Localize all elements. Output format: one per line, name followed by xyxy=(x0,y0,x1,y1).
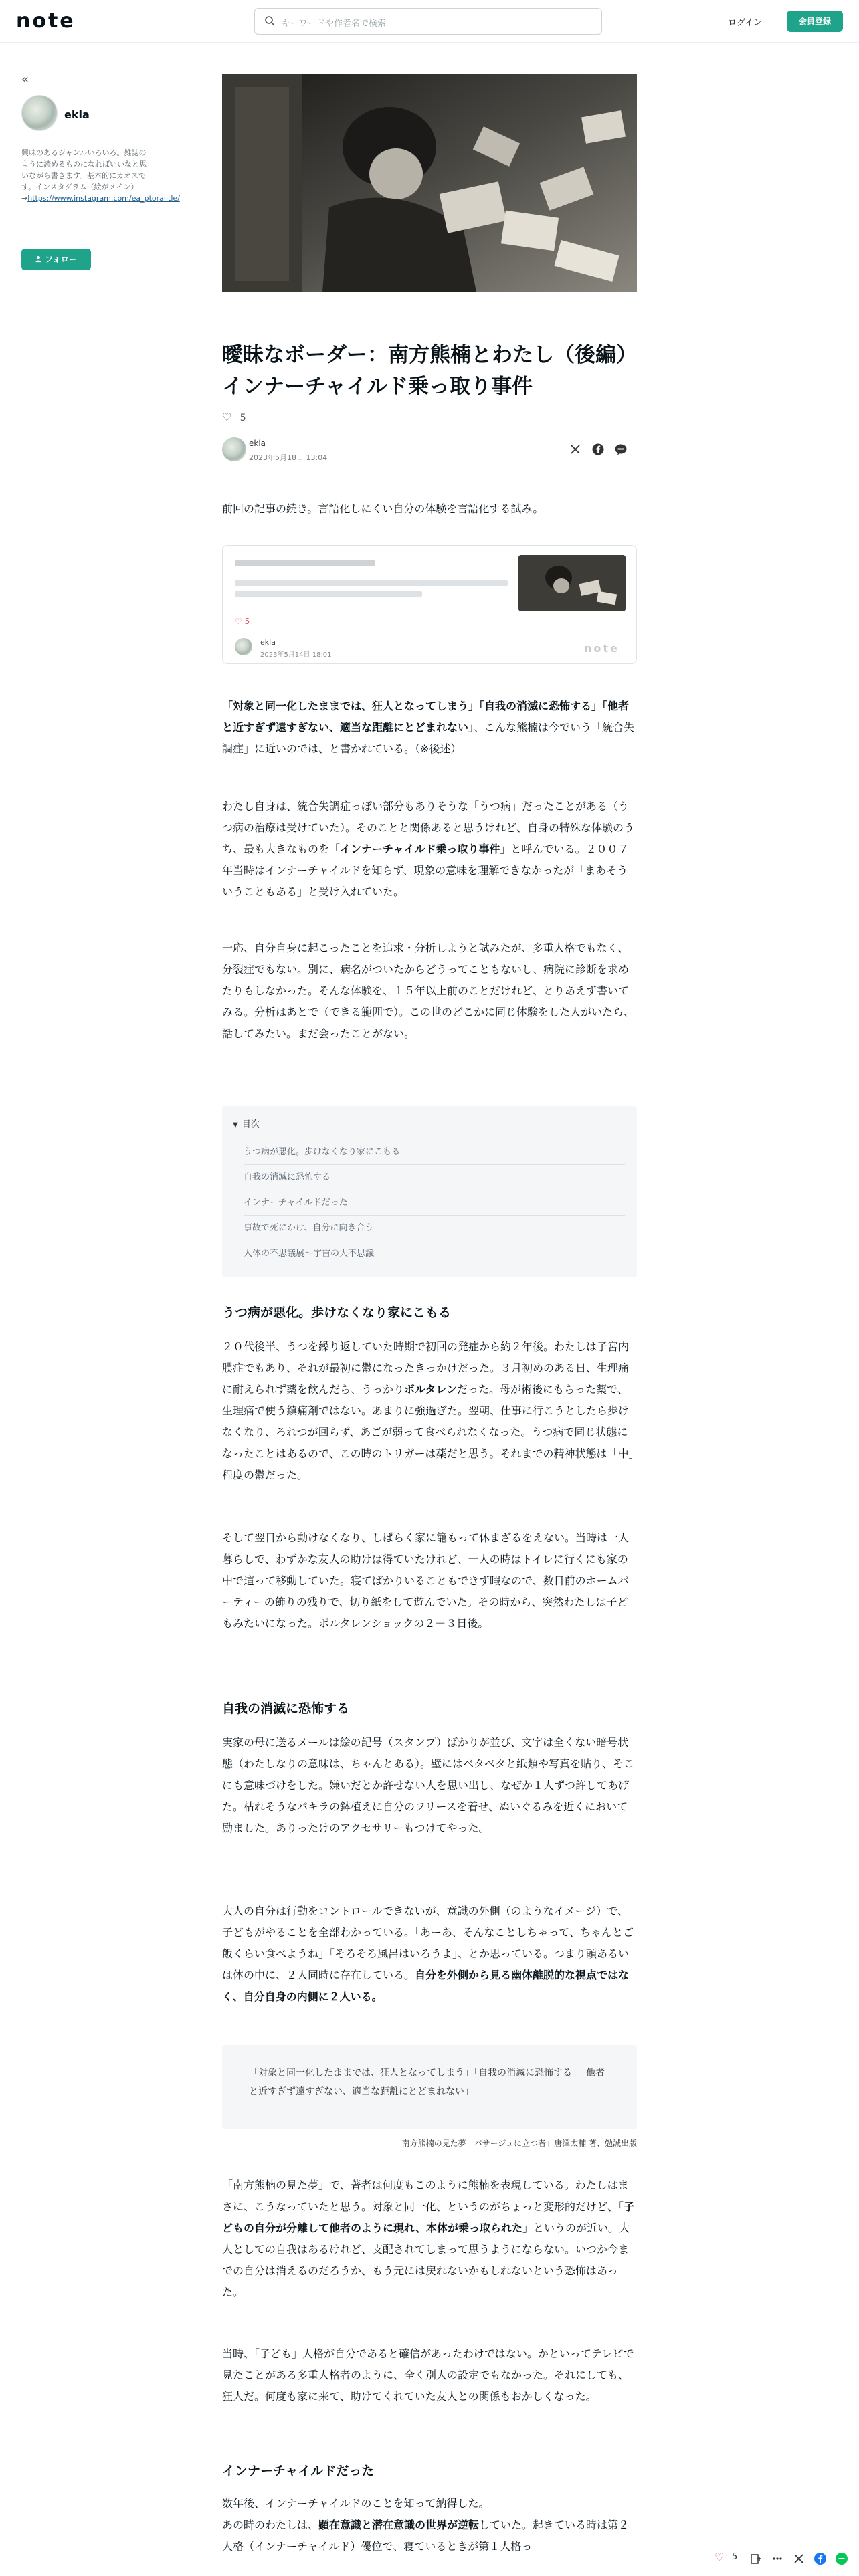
hero-photo-illustration xyxy=(222,74,637,292)
bio-text: 興味のあるジャンルいろいろ。雑誌のように読めるものになればいいなと思いながら書きます。基本的にカオスです。インスタグラム（絵がメイン）→ xyxy=(21,148,147,203)
follow-label: フォロー xyxy=(45,255,77,264)
text: ２０代後半、うつを繰り返していた時期で初回の発症から約２年後。わたしは子宮内膜症でもあり、それが最初に鬱になったきっかけだった。３月初めのある日、生理痛に耐えられず薬を飲んだら、うっかり xyxy=(222,1340,630,1396)
text: 」と呼んでいる。２００７年当時はインナーチャイルドを知らず、現象の意味を理解できなかったが「まあそういうこともある」と受け入れていた。 xyxy=(222,843,629,898)
x-share-icon[interactable] xyxy=(792,2552,805,2565)
section-heading-3: インナーチャイルドだった xyxy=(222,2464,375,2478)
meta-author-avatar[interactable] xyxy=(222,437,246,461)
quote-text: 「対象と同一化したままでは、狂人となってしまう」「自我の消滅に恐怖する」「他者と近すぎず遠すぎない、適当な距離にとどまれない」 xyxy=(249,2068,605,2097)
like-area[interactable] xyxy=(222,411,246,423)
floating-action-bar xyxy=(709,2545,859,2572)
toc-item[interactable]: うつ病が悪化。歩けなくなり家にこもる xyxy=(244,1140,625,1165)
bold-text: 顕在意識と潜在意識の世界が逆転 xyxy=(318,2518,480,2531)
toc-item[interactable]: 自我の消滅に恐怖する xyxy=(244,1165,625,1190)
hero-image xyxy=(222,74,637,292)
embed-like-count: 5 xyxy=(244,617,250,626)
embedded-article-card[interactable] xyxy=(222,545,637,664)
toc-item[interactable]: 事故で死にかけ、自分に向き合う xyxy=(244,1216,625,1241)
embed-heart-icon: ♡ xyxy=(235,617,242,626)
facebook-share-icon[interactable] xyxy=(814,2552,827,2565)
facebook-share-icon[interactable] xyxy=(591,443,605,456)
text: わたし自身は、統合失調症っぽい部分もありそうな「うつ病」だったことがある（うつ病の治療は受けていた）。そのことと関係あると思うけれど、自身の特殊な体験のうち、最も大きなものを「 xyxy=(222,800,635,855)
table-of-contents xyxy=(222,1106,637,1277)
publish-date: 2023年5月18日 13:04 xyxy=(249,453,328,462)
toc-item[interactable]: インナーチャイルドだった xyxy=(244,1190,625,1216)
instagram-link[interactable]: https://www.instagram.com/ea_ptoralitle/ xyxy=(27,194,180,203)
more-icon[interactable] xyxy=(771,2552,784,2565)
embed-like xyxy=(235,617,250,626)
embed-thumbnail-illustration xyxy=(518,555,626,611)
paragraph-3: 一応、自分自身に起こったことを追求・分析しようと試みたが、多重人格でもなく、分裂症でもない。別に、病名がついたからどうってこともないし、病院に診断を求めたりもしなかった。そんな体験を、１５年以上前のことだけれど、とりあえず書いてみる。分析はあとで（できる範囲で）。この世のどこかに同じ体験をした人がいたら、話してみたい。まだ会ったことがない。 xyxy=(222,942,635,1040)
collapse-sidebar-icon[interactable]: « xyxy=(21,72,29,86)
search-placeholder: キーワードや作者名で検索 xyxy=(282,19,387,29)
site-header xyxy=(0,0,859,43)
text: していた。起きている時は第２人格（インナーチャイルド）優位で、寝ているときが第１人格っ xyxy=(222,2518,630,2553)
like-count: 5 xyxy=(240,413,246,423)
magazine-add-icon[interactable] xyxy=(749,2552,763,2565)
article-title xyxy=(222,340,637,402)
text: 大人の自分は行動をコントロールできないが、意識の外側（のようなイメージ）で、子どもがやることを全部わかっている。「あーあ、そんなことしちゃって、ちゃんとご飯くらい食べようね」「そろそろ風呂はいろうよ」、とか思っている。つまり頭あるいは体の中に、２人同時に存在している。 xyxy=(222,1905,634,1981)
bold-text: インナーチャイルド乗っ取り事件 xyxy=(340,843,500,855)
x-share-icon[interactable] xyxy=(569,443,582,456)
floating-like-count: 5 xyxy=(732,2552,738,2562)
paragraph-9: 当時、「子ども」人格が自分であると確信があったわけではない。かといってテレビで見たことがある多重人格者のように、全く別人の設定でもなかった。それにしても、狂人だ。何度も家に来て、助けてくれていた友人との関係もおかしくなった。 xyxy=(222,2347,634,2403)
note-logo[interactable]: note xyxy=(16,9,76,33)
bold-quote: 「対象と同一化したままでは、狂人となってしまう」「自我の消滅に恐怖する」「他者と近すぎず遠すぎない、適当な距離にとどまれない」 xyxy=(222,700,630,734)
embed-date: 2023年5月14日 18:01 xyxy=(260,651,332,659)
bold-text: 子どもの自分が分離して他者のように現れ、本体が乗っ取られた xyxy=(222,2200,635,2234)
paragraph-8 xyxy=(222,2175,637,2303)
quote-citation: 「南方熊楠の見た夢 パサージュに立つ者」唐澤太輔 著、勉誠出版 xyxy=(393,2139,637,2148)
text: あの時のわたしは、 xyxy=(222,2518,319,2531)
toc-toggle[interactable] xyxy=(233,1117,260,1130)
embed-title-placeholder xyxy=(235,560,375,566)
embed-text-line xyxy=(235,591,422,597)
line-share-icon[interactable] xyxy=(614,443,628,456)
bold-text: ボルタレン xyxy=(404,1383,457,1396)
text: 、こんな熊楠は今でいう「統合失調症」に近いのでは、と書かれている。（※後述） xyxy=(222,721,635,755)
paragraph-4 xyxy=(222,1336,637,1486)
text: だった。母が術後にもらった薬で、生理痛で使う鎮痛剤ではない。あまりに強過ぎた。翌朝、仕事に行こうとしたら歩けなくなり、ろれつが回らず、あごが弱って食べられなくなった。うつ病で同じ状態になったことはあるので、この時のトリガーは薬だと思う。それまでの精神状態は「中」程度の鬱だった。 xyxy=(222,1383,634,1481)
author-bio xyxy=(21,147,180,204)
chevron-down-icon: ▼ xyxy=(233,1121,238,1129)
embed-author-name: ekla xyxy=(260,638,276,647)
section-heading-2: 自我の消滅に恐怖する xyxy=(222,1701,350,1716)
like-heart-icon[interactable]: ♡ xyxy=(714,2551,725,2563)
signup-button[interactable]: 会員登録 xyxy=(787,11,843,32)
title-line-2: インナーチャイルド乗っ取り事件 xyxy=(222,374,533,399)
article-lead: 前回の記事の続き。言語化しにくい自分の体験を言語化する試み。 xyxy=(222,502,544,515)
title-line-1: 曖昧なボーダー：南方熊楠とわたし（後編） xyxy=(222,343,637,367)
blockquote xyxy=(222,2045,637,2129)
follow-button[interactable] xyxy=(21,249,91,270)
paragraph-2 xyxy=(222,796,637,903)
paragraph-11 xyxy=(222,2514,637,2573)
paragraph-6: 実家の母に送るメールは絵の記号（スタンプ）ばかりが並び、文字は全くない暗号状態（わたしなりの意味は、ちゃんとある）。壁にはベタベタと紙類や写真を貼り、そこにも意味づけをした。嫌いだとか許せない人を思い出し、なぜか１人ずつ許してあげた。枯れそうなパキラの鉢植えに自分のフリースを着せ、ぬいぐるみを近くにおいて励ました。ありったけのアクセサリーもつけてやった。 xyxy=(222,1736,635,1834)
author-avatar[interactable] xyxy=(21,95,58,131)
bold-text: 自分を外側から見る幽体離脱的な視点ではなく、自分自身の内側に２人いる。 xyxy=(222,1969,630,2003)
paragraph-1 xyxy=(222,695,637,760)
paragraph-7 xyxy=(222,1901,637,2008)
embed-author-avatar xyxy=(235,638,252,655)
embed-thumbnail xyxy=(518,555,626,611)
paragraph-10: 数年後、インナーチャイルドのことを知って納得した。 xyxy=(222,2497,490,2510)
search-box[interactable] xyxy=(254,8,602,35)
sidebar-author-name[interactable]: ekla xyxy=(64,108,90,121)
paragraph-5: そして翌日から動けなくなり、しばらく家に籠もって休まざるをえない。当時は一人暮らしで、わずかな友人の助けは得ていたけれど、一人の時はトイレに行くにも家の中で這って移動していた。寝てばかりいることもできず暇なので、数日前のホームパーティーの飾りの残りで、切り紙をして遊んでいた。その時から、突然わたしは子どもみたいになった。ボルタレンショックの２－３日後。 xyxy=(222,1531,630,1630)
section-heading-1: うつ病が悪化。歩けなくなり家にこもる xyxy=(222,1305,452,1320)
person-add-icon xyxy=(35,255,43,263)
toc-item[interactable]: 人体の不思議展〜宇宙の大不思議 xyxy=(244,1249,375,1259)
heart-icon[interactable]: ♡ xyxy=(222,411,232,423)
embed-note-logo: note xyxy=(584,642,619,655)
meta-author-name[interactable]: ekla xyxy=(249,439,266,448)
line-share-icon[interactable] xyxy=(835,2552,848,2565)
toc-label: 目次 xyxy=(242,1119,260,1130)
embed-text-line xyxy=(235,580,508,586)
text: 」というのが近い。大人としての自我はあるけれど、支配されてしまって思うようにならない。いつか今までの自分は消えるのだろうか、もう元には戻れないかもしれないという恐怖はあった。 xyxy=(222,2222,630,2298)
login-link[interactable]: ログイン xyxy=(728,18,763,28)
search-icon xyxy=(264,15,275,26)
text: 「南方熊楠の見た夢」で、著者は何度もこのように熊楠を表現している。わたしはまさに、こうなっていたと思う。対象と同一化、というのがちょっと変形的だけど、「 xyxy=(222,2179,629,2213)
